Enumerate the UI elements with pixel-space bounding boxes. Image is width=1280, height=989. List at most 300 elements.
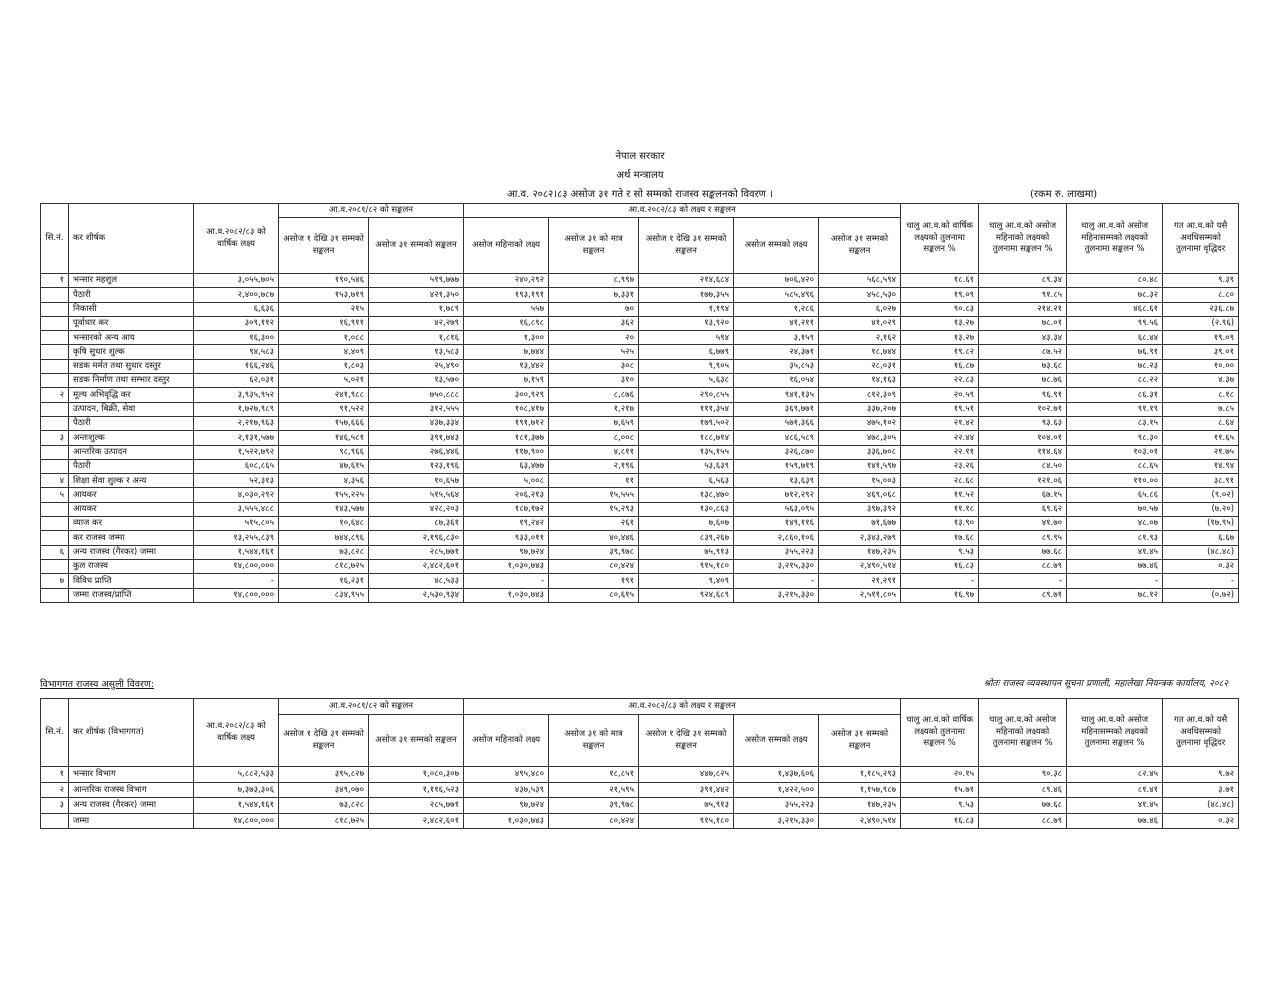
row-value: १६,०५४ [734,374,819,388]
row-value: ७८.३२ [1067,288,1163,302]
row-value: ७,७४४ [464,345,549,359]
row-category: पैठारी [69,416,194,430]
row-value: ५३,६३९ [639,459,734,473]
row-value: ६,०२७ [819,302,901,316]
table-row [41,302,1239,316]
row-category: सडक मर्मत तथा सुधार दस्तुर [69,359,194,373]
table-row [41,782,1239,798]
table-row [41,813,1239,829]
row-value: १,२१७ [549,402,639,416]
row-category: आयकर [69,488,194,502]
row-value: ८०,६१५ [549,588,639,602]
row-sn [41,331,69,345]
row-value: ४२१,३५० [369,288,464,302]
row-value: (९.०२) [1163,488,1239,502]
row-category: आन्तरिक उत्पादन [69,445,194,459]
row-value: ९१५,१८० [639,813,734,829]
table-row [41,517,1239,531]
row-value: ५२५ [549,345,639,359]
row-value: ३,२१५,३३० [734,588,819,602]
row-sn: ४ [41,474,69,488]
row-value: ९,४०९ [639,574,734,588]
row-value: ९१.८५ [979,288,1067,302]
row-value: ११.६५ [1163,431,1239,445]
row-value: ४,०३०,२९२ [194,488,279,502]
units-label: (रकम रु. लाखमा) [1030,189,1098,200]
row-value: - [901,574,979,588]
row-value: ६.६७ [1163,531,1239,545]
row-value: १३,५७० [369,374,464,388]
row-value: ८१.४१ [1067,782,1163,798]
row-value: १०,६५७ [369,474,464,488]
row-value: ८०.४८ [1067,274,1163,288]
row-value: १३५,१५५ [639,445,734,459]
row-value: १,८१६ [369,331,464,345]
row-value: ११.५२ [901,488,979,502]
row-category: अन्य राजस्व (गैरकर) जम्मा [69,798,194,814]
row-value: १,७८९ [369,302,464,316]
table-row [41,288,1239,302]
row-value: १५,५५५ [549,488,639,502]
row-value: २१.४२ [901,416,979,430]
row-value: ८९.४६ [979,782,1067,798]
row-value: ४१.४५ [1067,798,1163,814]
row-value: ४,८११ [549,445,639,459]
row-value: ४.३७ [1163,374,1239,388]
row-value: १३८,४७० [639,488,734,502]
row-value: ८९.९५ [979,531,1067,545]
row-value: २१,५९५ [549,782,639,798]
row-value: १३,९२० [639,316,734,330]
row-value: ३००,९२९ [464,388,549,402]
row-value: ५१५,५६४ [369,488,464,502]
row-value: ३६९,७७१ [734,402,819,416]
row-value: १८८,७१४ [639,431,734,445]
header-annual-target: आ.व.२०८२/८३ को वार्षिक लक्ष्य [194,204,279,274]
row-value: १९.५१ [901,402,979,416]
row-value: ३१० [549,374,639,388]
row-value: १९.८२ [901,345,979,359]
row-value: २०.१५ [901,767,979,783]
row-category: आन्तरिक राजस्व विभाग [69,782,194,798]
row-value: १४९,११६ [734,517,819,531]
table-row [41,531,1239,545]
header-asoj31-only: असोज ३१ को मात्र सङ्कलन [549,218,639,274]
row-value: ७५,९१३ [639,545,734,559]
row-value: २८,०३१ [819,359,901,373]
row-sn: १ [41,274,69,288]
row-value: ४८,५३३ [369,574,464,588]
row-value: ५,६३८ [639,374,734,388]
row-sn [41,316,69,330]
row-value: ४७५,१०२ [819,416,901,430]
row-value: २,५३०,९३४ [369,588,464,602]
header-growth: गत आ.व.को यसै अवधिसम्मको तुलनामा वृद्धिदर [1163,699,1239,767]
row-value: ९१,५२२ [279,402,369,416]
table-row [41,574,1239,588]
row-sn [41,445,69,459]
row-value: ३५,८५३ [734,359,819,373]
row-value: २,१३१,५७७ [194,431,279,445]
row-value: १७९,५०२ [639,416,734,430]
row-value: १,०८०,३०७ [369,767,464,783]
row-value: १०२.७१ [979,402,1067,416]
row-value: ९६.९१ [979,388,1067,402]
row-value: ५६३,०९५ [734,502,819,516]
row-value: ३९७,३९२ [819,502,901,516]
table-row [41,431,1239,445]
row-value: १८,८५१ [549,767,639,783]
row-value: ३२६,८७० [734,445,819,459]
row-value: ८.१८ [1163,388,1239,402]
row-sn [41,416,69,430]
row-value: ४१.४५ [1067,545,1163,559]
row-value: १७.६८ [901,531,979,545]
row-value: ८३९,२६७ [639,531,734,545]
row-category: पूर्वाधार कर [69,316,194,330]
header-upto-asoj31: असोज ३१ सम्मको सङ्कलन [819,218,901,274]
row-value: १,४३७,६०६ [734,767,819,783]
row-value: ३,५५५,४८८ [194,502,279,516]
row-value: ३३७,२०७ [819,402,901,416]
table-row [41,502,1239,516]
row-value: (७.२०) [1163,502,1239,516]
row-value: ४३७,५३९ [464,782,549,798]
row-value: ३३६,७०८ [819,445,901,459]
row-sn: ६ [41,545,69,559]
row-value: ५६८,५९४ [819,274,901,288]
row-value: ९१५,१८० [639,559,734,573]
row-value: ३०९,११२ [194,316,279,330]
row-value: ४७८,३०५ [819,431,901,445]
row-category: भन्सारको अन्य आय [69,331,194,345]
row-value: १६,३०० [194,331,279,345]
row-value: ३९५,८२७ [279,767,369,783]
row-value: १४७,२३५ [819,798,901,814]
row-sn [41,374,69,388]
row-sn [41,402,69,416]
row-value: ७८.०१ [979,316,1067,330]
row-value: २,३४३,२७९ [819,531,901,545]
row-value: १,४२२,५०० [734,782,819,798]
row-value: ९३.६३ [979,416,1067,430]
row-value: १३,२५५,८३९ [194,531,279,545]
row-value: २०६,२१३ [464,488,549,502]
row-category: भन्सार विभाग [69,767,194,783]
row-value: ६९.६२ [979,502,1067,516]
row-value: - [194,574,279,588]
row-value: ३,९३५,९५२ [194,388,279,402]
row-category: कृषि सुधार शुल्क [69,345,194,359]
header-target-upto-asoj: असोज सम्मको लक्ष्य [734,715,819,767]
header-pct-annual: चालु आ.व.को वार्षिक लक्ष्यको तुलनामा सङ्कलन % [901,204,979,274]
row-value: ६२,०३१ [194,374,279,388]
row-value: २,८६०,१०६ [734,531,819,545]
row-value: ११७,९०० [464,445,549,459]
row-value: ९४,५८३ [194,345,279,359]
row-value: १६.९७ [901,588,979,602]
ministry-title: अर्थ मन्त्रालय [616,170,664,181]
row-value: ३५५,२२३ [734,798,819,814]
row-value: ७६.९१ [1067,345,1163,359]
row-value: १५७,६६६ [279,416,369,430]
row-value: ५,८८२,५३३ [194,767,279,783]
row-value: १०,६४८ [279,517,369,531]
row-value: ४,३५६ [279,474,369,488]
row-sn: ७ [41,574,69,588]
row-value: ५७१,३६६ [734,416,819,430]
row-value: ४०,४४६ [549,531,639,545]
row-value: १९.०९ [901,288,979,302]
row-sn: ३ [41,798,69,814]
row-value: ९१.१९ [1067,402,1163,416]
revenue-table-body [41,274,1239,603]
header-pct-upto: चालु आ.व.को असोज महिनासम्मको लक्ष्यको तुलनामा सङ्कलन % [1067,204,1163,274]
row-value: ०.३२ [1163,559,1239,573]
row-value: २१५ [279,302,369,316]
row-value: ८१८,७२५ [279,559,369,573]
row-value: ५,०२१ [279,374,369,388]
header-sn: सि.नं. [41,204,69,274]
row-value: १६.८३ [901,813,979,829]
row-value: ९४१,१३५ [734,388,819,402]
row-value: २२.४४ [901,431,979,445]
header-category: कर शीर्षक [69,204,194,274]
table-row [41,374,1239,388]
row-value: ८१८,७२५ [279,813,369,829]
row-value: २७६,४४६ [369,445,464,459]
row-value: १५.७१ [901,782,979,798]
row-sn [41,302,69,316]
row-sn [41,588,69,602]
row-value: ३१२,५५५ [369,402,464,416]
table-row [41,459,1239,473]
row-value: २१.७५ [1163,445,1239,459]
row-value: ३.७१ [1163,782,1239,798]
row-value: १,५४४,१६१ [194,798,279,814]
row-value: (१७.९५) [1163,517,1239,531]
row-category: व्याज कर [69,517,194,531]
table-row [41,445,1239,459]
row-value: ४२,२७९ [369,316,464,330]
row-value: १३,५८३ [369,345,464,359]
row-value: ४९५,४८० [464,767,549,783]
row-value: ७,६५९ [549,416,639,430]
row-value: ८१.९३ [1067,531,1163,545]
row-value: ३९,९७८ [549,545,639,559]
row-value: २९०,८५५ [639,388,734,402]
row-value: ५५७ [464,302,549,316]
row-value: - [734,574,819,588]
row-value: ३९१,४४२ [639,782,734,798]
header-target-upto-asoj: असोज सम्मको लक्ष्य [734,218,819,274]
row-value: ४१,२११ [734,316,819,330]
row-sn [41,502,69,516]
row-value: १,१८५,२९३ [819,767,901,783]
row-value: ७५०,८८८ [369,388,464,402]
row-value: ३८.९१ [1163,474,1239,488]
row-value: १०३.०१ [1067,445,1163,459]
row-value: ८३.१५ [1067,416,1163,430]
table-row [41,798,1239,814]
row-category: आयकर [69,502,194,516]
table-row [41,388,1239,402]
row-value: १६.८३ [901,559,979,573]
table-row [41,359,1239,373]
row-value: (४८.४८) [1163,798,1239,814]
row-value: २६१ [549,517,639,531]
row-value: ३९१,७४३ [369,431,464,445]
row-value: २,१९६ [549,459,639,473]
row-value: १,५२२,७९२ [194,445,279,459]
row-value: ९८,९६६ [279,445,369,459]
row-value: १३०,८६३ [639,502,734,516]
row-value: ९.७२ [1163,767,1239,783]
row-value: २,४९०,५१४ [819,559,901,573]
row-value: ६,५६३ [639,474,734,488]
row-value: ७१२,२९२ [734,488,819,502]
row-value: ५१९,७७७ [369,274,464,288]
row-value: ७० [549,302,639,316]
row-value: ३,२१५,३३० [734,813,819,829]
row-value: १६६,२४६ [194,359,279,373]
row-value: २,४८२,६०१ [369,559,464,573]
row-value: १,२८६ [734,302,819,316]
row-value: ३४९,०७० [279,782,369,798]
row-value: १,१९४ [639,302,734,316]
header-annual-target: आ.व.२०८२/८३ को वार्षिक लक्ष्य [194,699,279,767]
row-value: ९०.३८ [979,767,1067,783]
row-value: ८,९९७ [549,274,639,288]
table-row [41,416,1239,430]
row-value: १७७,३५५ [639,288,734,302]
row-value: २,५११,८०५ [819,588,901,602]
row-value: १११,३५४ [639,402,734,416]
row-value: ४४७,८२५ [639,767,734,783]
row-value: - [979,574,1067,588]
row-sn [41,459,69,473]
row-value: ३,१५९ [734,331,819,345]
revenue-table [40,203,1239,603]
row-value: ६,६३६ [194,302,279,316]
header-growth: गत आ.व.को यसै अवधिसम्मको तुलनामा वृद्धिदर [1163,204,1239,274]
row-value: ०.३२ [1163,813,1239,829]
row-value: ४६९,०६८ [819,488,901,502]
row-value: १५,००३ [819,474,901,488]
row-value: २२.११ [901,445,979,459]
row-value: ८६.३१ [1067,388,1163,402]
row-value: २१४,६८४ [639,274,734,288]
row-value: ५९४ [639,331,734,345]
row-value: ७७.६८ [979,545,1067,559]
row-value: १०४.०१ [979,431,1067,445]
row-value: १,०३०,७४३ [464,559,549,573]
row-value: ६८.४४ [1067,331,1163,345]
row-value: १४७,२३५ [819,545,901,559]
row-value: २,४९०,५१४ [819,813,901,829]
row-value: ७.८५ [1163,402,1239,416]
row-sn [41,517,69,531]
row-value: २५,४९० [369,359,464,373]
row-value: ९७,७२४ [464,798,549,814]
row-value: ४,४०९ [279,345,369,359]
header-asoj1-31: असोज १ देखि ३१ सम्मको सङ्कलन [639,218,734,274]
row-value: १९०,५४६ [279,274,369,288]
row-sn: ३ [41,431,69,445]
row-value: ८.६४ [1163,416,1239,430]
row-category: भन्सार महशुल [69,274,194,288]
row-value: १९१,७१२ [464,416,549,430]
row-value: (४८.४८) [1163,545,1239,559]
row-value: ३०८ [549,359,639,373]
header-monthly-target: असोज महिनाको लक्ष्य [464,218,549,274]
row-value: १४,८००,००० [194,559,279,573]
row-sn: २ [41,388,69,402]
row-value: ३६२ [549,316,639,330]
row-category: पैठारी [69,459,194,473]
row-value: १४,८००,००० [194,813,279,829]
row-value: २८५,७७१ [369,798,464,814]
row-value: ८,००८ [549,431,639,445]
row-value: ८८.२२ [1067,374,1163,388]
row-value: १,११६,५२३ [369,782,464,798]
row-category: उत्पादन, बिक्री, सेवा [69,402,194,416]
row-category: कर राजस्व जम्मा [69,531,194,545]
row-value: १६,८९८ [464,316,549,330]
row-value: ४३.३४ [979,331,1067,345]
row-value: ९९.५६ [1067,316,1163,330]
row-value: ७७.४६ [1067,559,1163,573]
row-sn [41,813,69,829]
row-sn: २ [41,782,69,798]
row-value: ५८५,४९६ [734,288,819,302]
row-value: १५९,७१९ [734,459,819,473]
row-value: - [1163,574,1239,588]
row-value: १,७२७,९८९ [194,402,279,416]
row-sn [41,531,69,545]
row-value: ९,९०५ [639,359,734,373]
row-value: ७,३७३,३०६ [194,782,279,798]
row-value: १४३,५७७ [279,502,369,516]
row-value: २४१,९८८ [279,388,369,402]
row-value: ८७,३६१ [369,517,464,531]
row-value: २०.५९ [901,388,979,402]
row-value: १५,२९३ [549,502,639,516]
row-value: १,५४४,१६१ [194,545,279,559]
row-value: ७५,९१३ [639,798,734,814]
row-value: १३,६३९ [734,474,819,488]
source-note: श्रोतः राजस्व व्यवस्थापन सूचना प्रणाली, महालेखा नियन्त्रक कार्यालय, २०८२ [983,679,1228,689]
header-sn: सि.नं. [41,699,69,767]
row-value: ७८.२३ [1067,359,1163,373]
row-value: १,०३०,७४३ [464,813,549,829]
row-value: ३९.०१ [1163,345,1239,359]
row-sn: १ [41,767,69,783]
row-sn: ५ [41,488,69,502]
header-asoj1-31: असोज १ देखि ३१ सम्मको सङ्कलन [639,715,734,767]
row-value: ६,७७९ [639,345,734,359]
row-value: (२.९६) [1163,316,1239,330]
row-value: १५५,२२५ [279,488,369,502]
row-value: २३६.८७ [1163,302,1239,316]
row-sn [41,559,69,573]
row-value: २४,३७१ [734,345,819,359]
row-value: ७७.६८ [979,798,1067,814]
row-value: १४,८००,००० [194,588,279,602]
row-value: १८१,३७७ [464,431,549,445]
row-value: ८४.५० [979,459,1067,473]
department-table [40,698,1239,829]
